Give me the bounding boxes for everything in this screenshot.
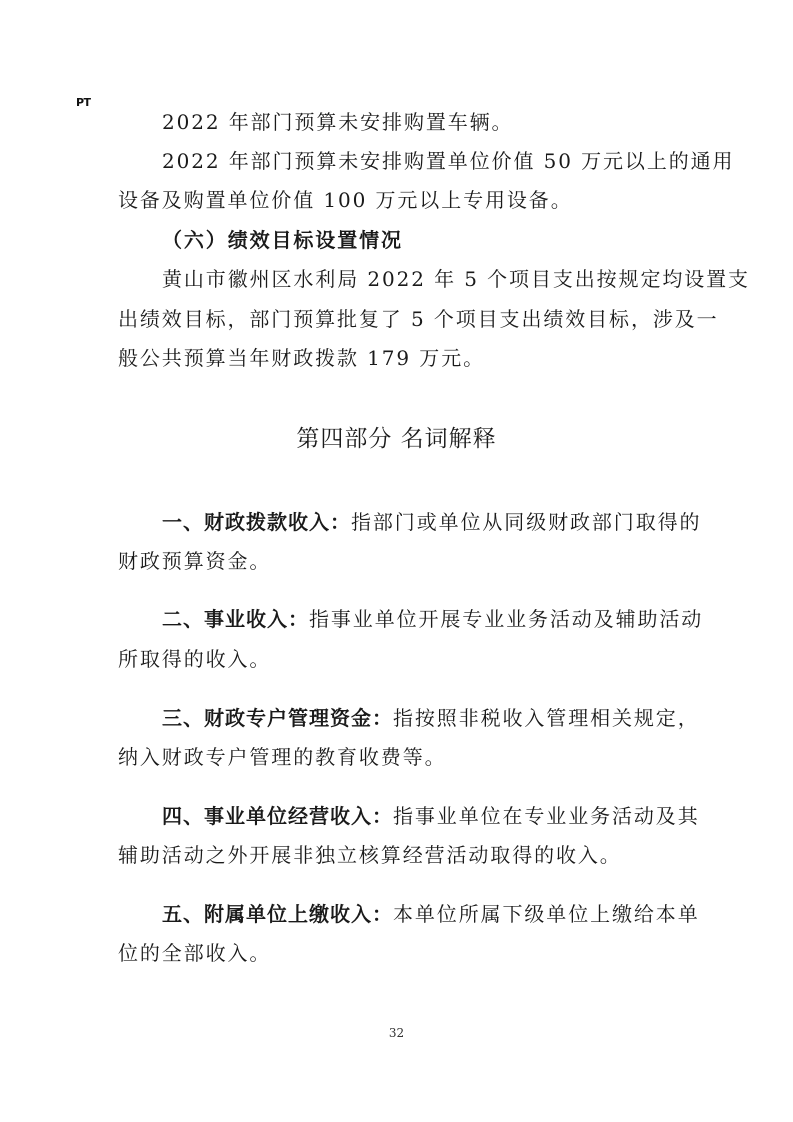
term-label: 五、附属单位上缴收入：	[162, 902, 393, 926]
term-text-continued: 辅助活动之外开展非独立核算经营活动取得的收入。	[118, 843, 622, 867]
paragraph-performance-line1: 黄山市徽州区水利局 2022 年 5 个项目支出按规定均设置支	[162, 267, 750, 291]
term-text: 指按照非税收入管理相关规定，	[393, 706, 700, 730]
term-text-continued: 位的全部收入。	[118, 941, 272, 965]
corner-mark: PT	[76, 96, 91, 109]
paragraph-vehicles: 2022 年部门预算未安排购置车辆。	[162, 110, 514, 134]
paragraph-performance-line2: 出绩效目标，部门预算批复了 5 个项目支出绩效目标，涉及一	[118, 307, 719, 331]
term-item	[162, 508, 701, 536]
term-text: 本单位所属下级单位上缴给本单	[393, 902, 700, 926]
term-text-continued: 财政预算资金。	[118, 549, 272, 573]
term-text: 指部门或单位从同级财政部门取得的	[351, 510, 702, 534]
term-label: 一、财政拨款收入：	[162, 510, 351, 534]
term-item	[162, 704, 700, 732]
term-text-continued: 所取得的收入。	[118, 647, 272, 671]
term-label: 二、事业收入：	[162, 607, 309, 631]
term-item	[162, 802, 700, 830]
paragraph-performance-line3: 般公共预算当年财政拨款 179 万元。	[118, 346, 485, 370]
part-title: 第四部分 名词解释	[296, 426, 497, 452]
term-text-continued: 纳入财政专户管理的教育收费等。	[118, 745, 447, 769]
term-label: 四、事业单位经营收入：	[162, 804, 393, 828]
section-heading: （六）绩效目标设置情况	[162, 228, 403, 252]
term-text: 指事业单位开展专业业务活动及辅助活动	[309, 607, 704, 631]
term-item	[162, 605, 703, 633]
paragraph-equipment-line2: 设备及购置单位价值 100 万元以上专用设备。	[118, 188, 573, 212]
term-text: 指事业单位在专业业务活动及其	[393, 804, 700, 828]
term-label: 三、财政专户管理资金：	[162, 706, 393, 730]
term-item	[162, 900, 700, 928]
page-number: 32	[388, 1026, 405, 1040]
paragraph-equipment-line1: 2022 年部门预算未安排购置单位价值 50 万元以上的通用	[162, 149, 735, 173]
